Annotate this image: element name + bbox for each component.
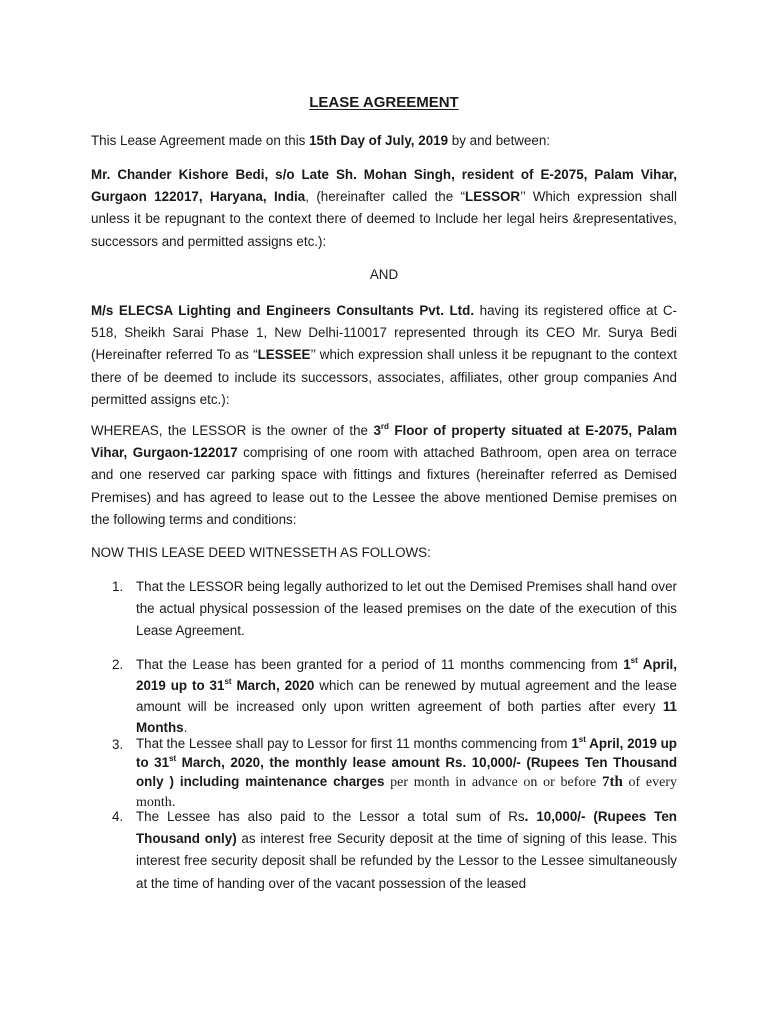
lessee-company-name: M/s ELECSA Lighting and Engineers Consultants Pvt. Ltd.	[91, 303, 475, 318]
lessor-paragraph	[91, 164, 677, 253]
list-item	[112, 806, 677, 895]
lessee-text-end: ’’ which expression shall unless it be repugnant to the context there of be deemed to include its successors, associates, affiliates, other group companies And permitted assigns etc.):	[91, 347, 677, 407]
list-item	[112, 734, 677, 812]
property-address: Floor of property situated at E-2075, Palam Vihar, Gurgaon-122017	[91, 423, 677, 461]
list-item-number: 3.	[112, 737, 124, 752]
list-item-number: 4.	[112, 809, 124, 824]
whereas-paragraph	[91, 420, 677, 531]
list-item-text: The Lessee has also paid to the Lessor a total sum of Rs. 10,000/- (Rupees Ten Thousand only) as interest free Security deposit at the time of signing of this lease. This interest free security deposit shall be refunded by the Lessor to the Lessee simultaneously at the time of handing over of the vacant possession of the leased	[136, 809, 677, 891]
lessee-text: having its registered office at C-518, Sheikh Sarai Phase 1, New Delhi-110017 represented through its CEO Mr. Surya Bedi (Hereinafter referred To as “	[91, 303, 678, 363]
lessor-text: , (hereinafter called the “	[305, 189, 466, 205]
document-title: LEASE AGREEMENT	[309, 94, 459, 111]
whereas-text-end: comprising of one room with attached Bathroom, open area on terrace and one reserved car parking space with fittings and fixtures (hereinafter referred as Demised Premises) and has agreed to lease out to the Lessee the above mentioned Demise premises on the following terms and conditions:	[91, 445, 677, 527]
lessor-label: LESSOR	[465, 189, 521, 205]
whereas-text: WHEREAS, the LESSOR is the owner of the	[91, 423, 374, 438]
list-item-number: 2.	[112, 657, 124, 672]
lessor-text-end: ’’ Which expression shall unless it be repugnant to the context there of deemed to Include her legal heirs &representatives, successors and permitted assigns etc.):	[91, 189, 678, 249]
list-item-number: 1.	[112, 579, 124, 594]
intro-paragraph	[91, 130, 677, 152]
lessee-paragraph	[91, 300, 677, 411]
and-separator: AND	[369, 267, 399, 282]
intro-text: This Lease Agreement made on this	[91, 133, 310, 148]
list-item-text: That the Lease has been granted for a period of 11 months commencing from 1st April, 2019 up to 31st March, 2020 which can be renewed by mutual agreement and the lease amount will be increased only upon written agreement of both parties after every 11 Months.	[136, 656, 678, 735]
floor-number: 3	[373, 423, 381, 438]
witnesseth-heading: NOW THIS LEASE DEED WITNESSETH AS FOLLOWS:	[91, 545, 431, 560]
list-item-text: That the LESSOR being legally authorized to let out the Demised Premises shall hand over the actual physical possession of the leased premises on the date of the execution of this Lease Agreement.	[136, 579, 677, 639]
lessor-name-address: Mr. Chander Kishore Bedi, s/o Late Sh. Mohan Singh, resident of E-2075, Palam Vihar, Gurgaon 122017, Haryana, India	[91, 167, 677, 205]
list-item-text: That the Lessee shall pay to Lessor for first 11 months commencing from 1st April, 2019 up to 31st March, 2020, the monthly lease amount Rs. 10,000/- (Rupees Ten Thousand only ) including maintenance charges per month in advance on or before 7th of every month.	[136, 735, 677, 810]
lessee-label: LESSEE	[257, 347, 311, 363]
floor-ordinal: rd	[380, 422, 389, 431]
list-item	[112, 654, 677, 738]
intro-text-end: by and between:	[448, 133, 551, 148]
agreement-date: 15th Day of July, 2019	[309, 133, 449, 148]
list-item	[112, 576, 677, 643]
